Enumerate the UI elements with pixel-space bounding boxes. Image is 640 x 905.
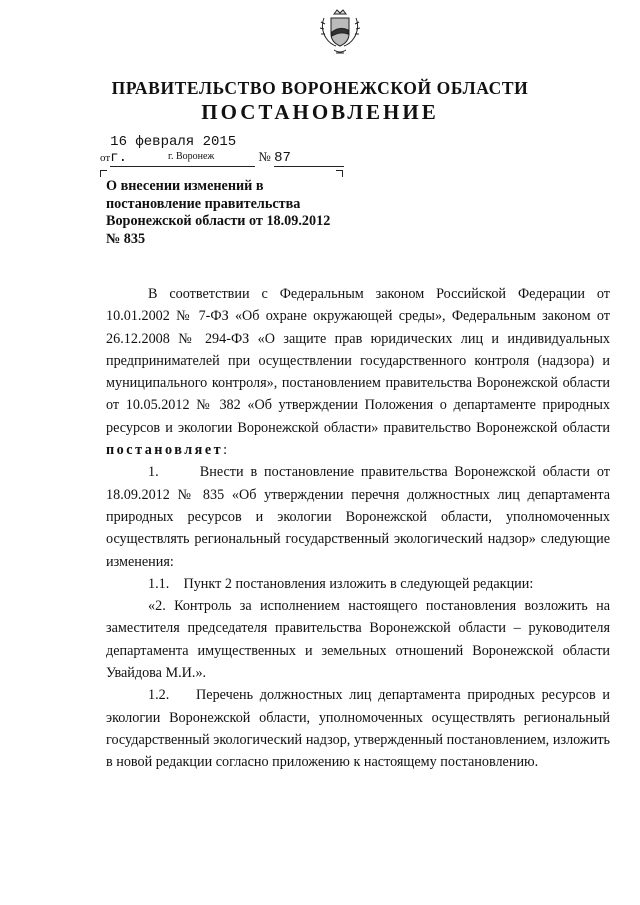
number-sign: №	[258, 149, 271, 164]
clause-1-2: 1.2. Перечень должностных лиц департамента природных ресурсов и экологии Воронежской области, уполномоченных осуществлять региональный государственный экологический надзор, утвержденный постановлением, изложить в новой редакции согласно приложению к настоящему постановлению.	[106, 687, 610, 771]
subject-corner-left	[100, 170, 107, 177]
preamble-paragraph	[106, 283, 610, 461]
document-type: ПОСТАНОВЛЕНИЕ	[201, 100, 439, 124]
clause-1-1: 1.1. Пункт 2 постановления изложить в следующей редакции:	[148, 575, 534, 592]
document-number: 87	[274, 150, 344, 167]
subject-corner-right	[336, 170, 343, 177]
coat-of-arms-icon	[318, 8, 362, 58]
organization-name: ПРАВИТЕЛЬСТВО ВОРОНЕЖСКОЙ ОБЛАСТИ	[111, 78, 529, 98]
document-date: 16 февраля 2015 г.	[110, 134, 255, 167]
preamble-colon: :	[223, 442, 228, 459]
preamble-text: В соответствии с Федеральным законом Российской Федерации от 10.01.2002 № 7-ФЗ «Об охране окружающей среды», Федеральным законом от 26.12.2008 № 294-ФЗ «О защите прав юридических лиц и индивидуальных предпринимателей при осуществлении государственного контроля (надзора) и муниципального контроля», постановлением правительства Воронежской области от 10.05.2012 № 382 «Об утверждении Положения о департаменте природных ресурсов и экологии Воронежской области» правительство Воронежской области	[106, 286, 610, 436]
clause-1: 1. Внести в постановление правительства Воронежской области от 18.09.2012 № 835 «Об утверждении перечня должностных лиц департамента природных ресурсов и экологии Воронежской области, уполномоченных осуществлять региональный государственный экологический надзор» следующие изменения:	[106, 464, 610, 570]
document-body	[106, 283, 610, 774]
document-subject: О внесении изменений в постановление правительства Воронежской области от 18.09.2012 № 835	[106, 178, 331, 247]
date-line	[100, 134, 344, 167]
date-prefix: от	[100, 152, 111, 164]
resolves-word: постановляет	[106, 442, 224, 459]
clause-1-1-quote: «2. Контроль за исполнением настоящего постановления возложить на заместителя председателя правительства Воронежской области – руководителя департамента имущественных и земельных отношений Воронежской области Увайдова М.И.».	[106, 598, 610, 682]
document-city: г. Воронеж	[168, 151, 215, 162]
